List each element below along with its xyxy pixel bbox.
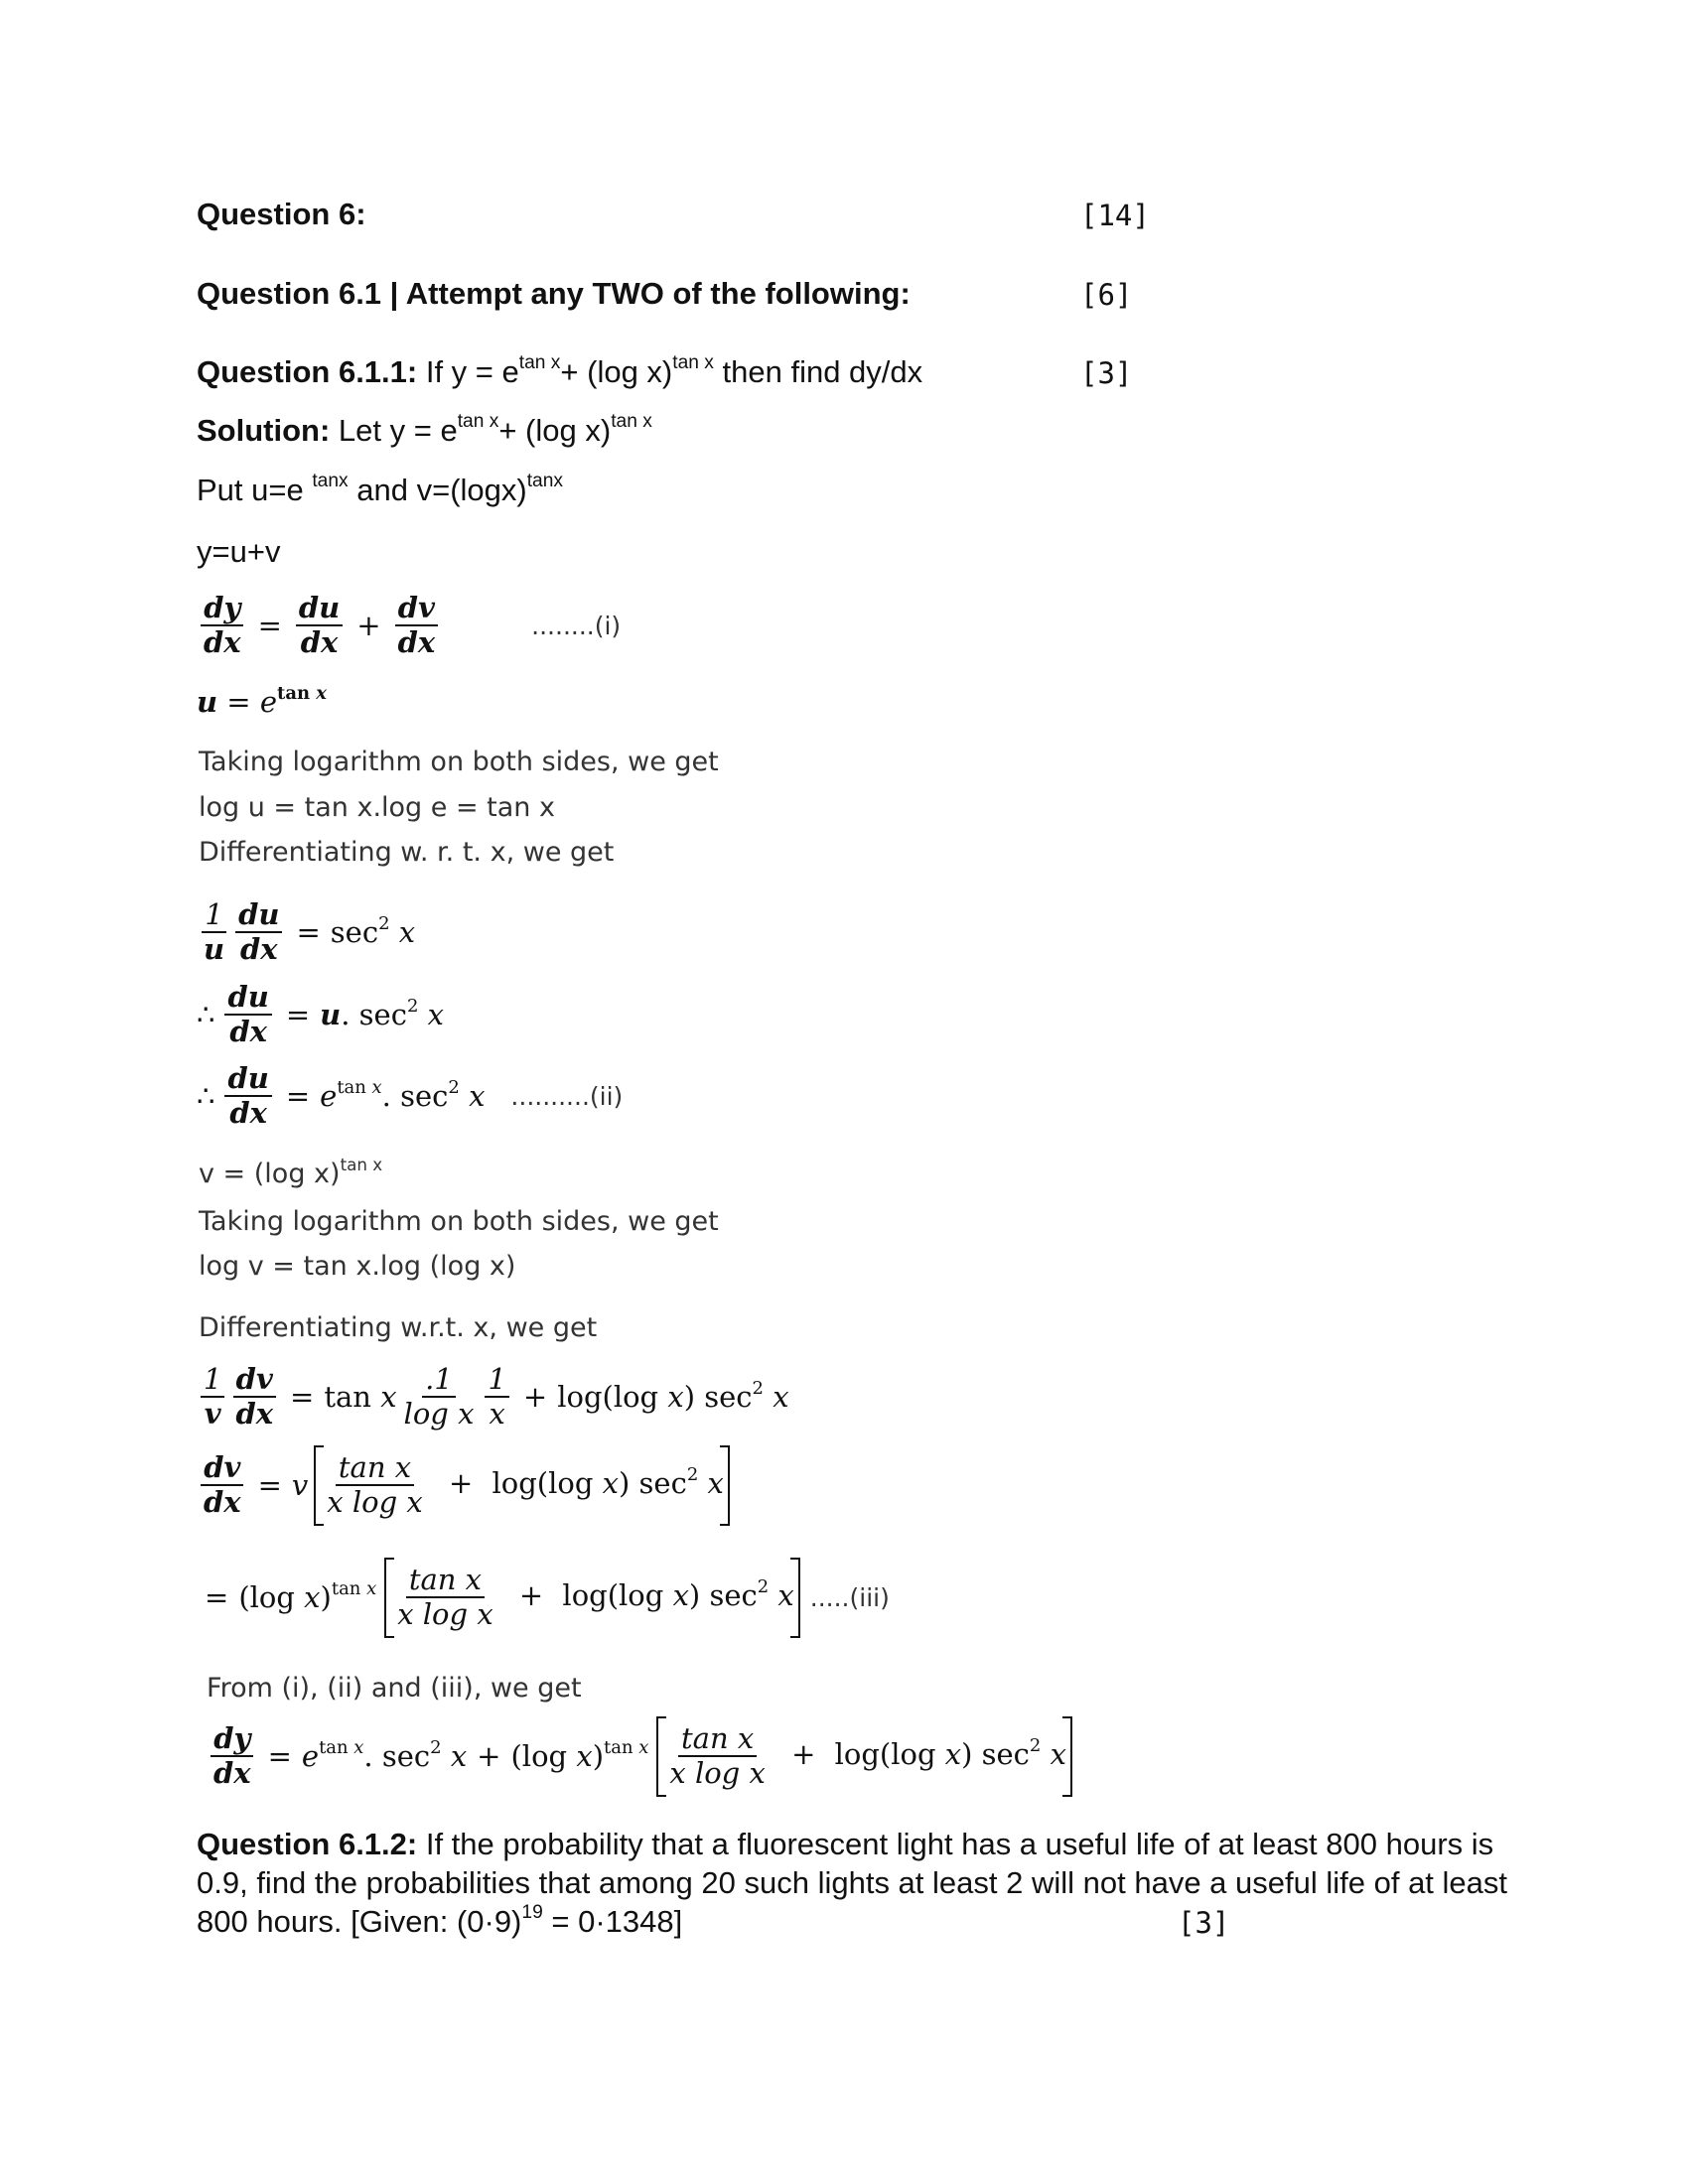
question-6-1-marks: [6] <box>1080 278 1133 312</box>
question-6-1-2: Question 6.1.2: If the probability that a fluorescent light has a useful life of at least 800 hours is 0.9, find the probabilities that among 20 such lights at least 2 will not have a useful life of at least 800 hours. [Given: $(0\cdot 9)^{19} = 0\cdot 1348$] <box>197 1827 1508 1939</box>
question-6-1-2-marks: [3] <box>1178 1906 1230 1940</box>
question-6-1-1: Question 6.1.1: If $y = e^{tan x}+ (\log$ x)$^{tan x}$ then find dy/dx <box>197 352 923 389</box>
question-6-1-1-marks: [3] <box>1080 356 1133 390</box>
step-log-v: log v = tan x.log (log x) <box>199 1251 516 1282</box>
question-6-title: Question 6: <box>197 197 366 231</box>
y-equals-u-plus-v: y=u+v <box>197 534 281 569</box>
solution-line: Solution: Let $y = e^{tan x}+ (\log$ x)$^{tan x}$ <box>197 411 652 448</box>
equation-dv-dx-v: $\frac{dv}{dx}$ = v $\frac{\text{tan x}}{\text{x log x}}$ + log(log x) $\sec^2 x$ <box>197 1451 730 1520</box>
step-combine: From (i), (ii) and (iii), we get <box>207 1673 582 1704</box>
step-differentiating-v: Differentiating w.r.t. x, we get <box>199 1312 598 1343</box>
equation-u-derivative: $\frac{1}{u}$ $\frac{du}{dx}$ = $\sec^2 x$ <box>204 897 416 967</box>
equation-i: $\frac{dy}{dx}$ = $\frac{du}{dx}$ + $\frac{dv}{dx}$ ........(i) <box>197 592 621 660</box>
u-definition: $u = e^{tan x}$ <box>197 683 327 719</box>
step-taking-log-u: Taking logarithm on both sides, we get <box>199 747 719 777</box>
v-definition: v = (log x)$^{tan x}$ <box>199 1154 383 1189</box>
question-label: Question 6.1.2: <box>197 1827 418 1861</box>
equation-ii: ∴ $\frac{du}{dx}$ = $e^{tan x}$. $\sec^2 x$ ..........(ii) <box>197 1061 624 1131</box>
question-6-marks: [14] <box>1080 199 1150 232</box>
step-differentiating-u: Differentiating w. r. t. x, we get <box>199 837 615 868</box>
equation-v-derivative: $\frac{1}{v}$ $\frac{dv}{dx}$ = tan x $\frac{.1}{\text{log x}}$ $\frac{1}{x}$ + log(log x) $\sec^2 x$ <box>197 1363 789 1432</box>
solution-label: Solution: <box>197 413 331 448</box>
question-label: Question 6.1.1: <box>197 354 418 389</box>
equation-final: $\frac{dy}{dx}$ = $e^{tan x}$. $\sec^2 x$ + (log x)$^{tan x}$ $\frac{\text{tan x}}{\text{x log x}}$ + log(log x) $\sec^2 x$ <box>207 1722 1072 1791</box>
equation-iii: = (log x)$^{tan x}$ $\frac{\text{tan x}}{\text{x log x}}$ + log(log x) $\sec^2 x$ .....(iii) <box>205 1563 890 1632</box>
equation-du-dx-u: ∴ $\frac{du}{dx}$ = u. $\sec^2 x$ <box>197 980 444 1049</box>
put-line: Put u=e $^{tanx}$ and $v=(\log x)^{tanx}$ <box>197 471 564 507</box>
question-6-1-title: Question 6.1 | Attempt any TWO of the following: <box>197 276 911 311</box>
step-log-u: log u = tan x.log e = tan x <box>199 792 555 823</box>
step-taking-log-v: Taking logarithm on both sides, we get <box>199 1206 719 1237</box>
